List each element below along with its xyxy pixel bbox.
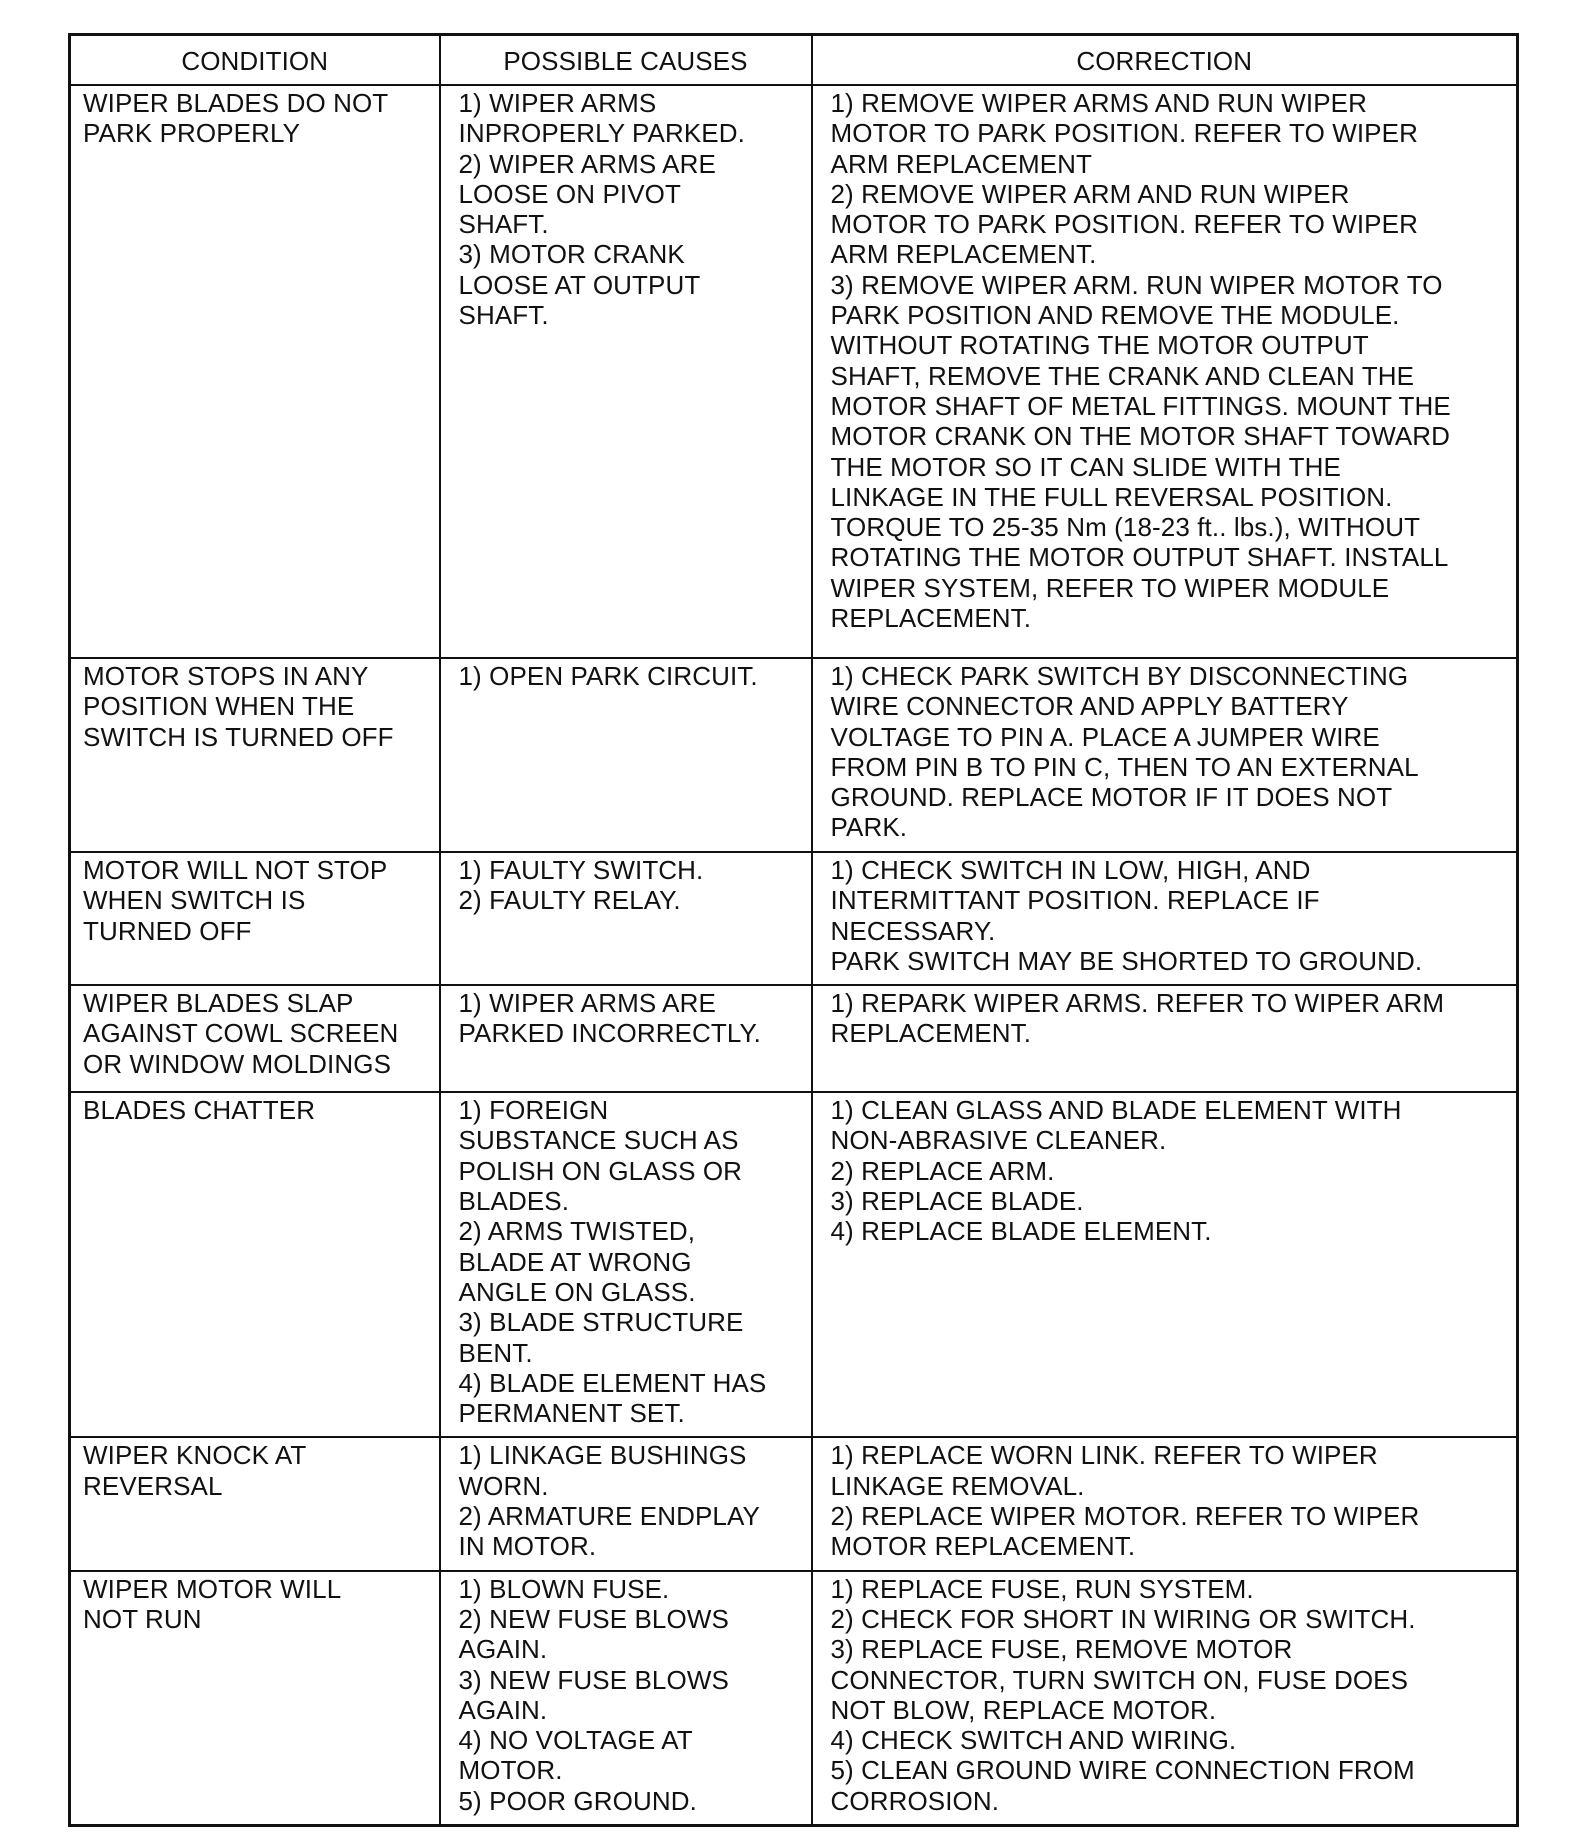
table-row [70,985,1518,1092]
condition-cell: WIPER BLADES SLAP AGAINST COWL SCREEN OR WINDOW MOLDINGS [70,985,440,1092]
causes-cell: 1) FAULTY SWITCH. 2) FAULTY RELAY. [440,852,812,985]
table-row [70,852,1518,985]
condition-cell: MOTOR STOPS IN ANY POSITION WHEN THE SWITCH IS TURNED OFF [70,658,440,852]
correction-cell: 1) CLEAN GLASS AND BLADE ELEMENT WITH NON-ABRASIVE CLEANER. 2) REPLACE ARM. 3) REPLACE BLADE. 4) REPLACE BLADE ELEMENT. [812,1092,1518,1437]
causes-cell: 1) WIPER ARMS INPROPERLY PARKED. 2) WIPER ARMS ARE LOOSE ON PIVOT SHAFT. 3) MOTOR CRANK LOOSE AT OUTPUT SHAFT. [440,85,812,658]
correction-cell: 1) CHECK PARK SWITCH BY DISCONNECTING WIRE CONNECTOR AND APPLY BATTERY VOLTAGE TO PIN A. PLACE A JUMPER WIRE FROM PIN B TO PIN C, THEN TO AN EXTERNAL GROUND. REPLACE MOTOR IF IT DOES NOT PARK. [812,658,1518,852]
diagnosis-table [68,33,1519,1827]
table-header [70,35,1518,86]
condition-cell: WIPER MOTOR WILL NOT RUN [70,1571,440,1826]
table-row [70,1571,1518,1826]
condition-cell: WIPER BLADES DO NOT PARK PROPERLY [70,85,440,658]
header-possible-causes: POSSIBLE CAUSES [440,35,812,86]
table-row [70,1092,1518,1437]
causes-cell: 1) OPEN PARK CIRCUIT. [440,658,812,852]
causes-cell: 1) LINKAGE BUSHINGS WORN. 2) ARMATURE ENDPLAY IN MOTOR. [440,1437,812,1570]
header-condition: CONDITION [70,35,440,86]
causes-cell: 1) WIPER ARMS ARE PARKED INCORRECTLY. [440,985,812,1092]
condition-cell: BLADES CHATTER [70,1092,440,1437]
table-row [70,1437,1518,1570]
header-correction: CORRECTION [812,35,1518,86]
causes-cell: 1) FOREIGN SUBSTANCE SUCH AS POLISH ON GLASS OR BLADES. 2) ARMS TWISTED, BLADE AT WRONG ANGLE ON GLASS. 3) BLADE STRUCTURE BENT. 4) BLADE ELEMENT HAS PERMANENT SET. [440,1092,812,1437]
table-row [70,85,1518,658]
table-row [70,658,1518,852]
condition-cell: WIPER KNOCK AT REVERSAL [70,1437,440,1570]
table-body [70,85,1518,1826]
correction-cell: 1) REMOVE WIPER ARMS AND RUN WIPER MOTOR TO PARK POSITION. REFER TO WIPER ARM REPLACEMENT 2) REMOVE WIPER ARM AND RUN WIPER MOTOR TO PARK POSITION. REFER TO WIPER ARM REPLACEMENT. 3) REMOVE WIPER ARM. RUN WIPER MOTOR TO PARK POSITION AND REMOVE THE MODULE. WITHOUT ROTATING THE MOTOR OUTPUT SHAFT, REMOVE THE CRANK AND CLEAN THE MOTOR SHAFT OF METAL FITTINGS. MOUNT THE MOTOR CRANK ON THE MOTOR SHAFT TOWARD THE MOTOR SO IT CAN SLIDE WITH THE LINKAGE IN THE FULL REVERSAL POSITION. TORQUE TO 25-35 Nm (18-23 ft.. lbs.), WITHOUT ROTATING THE MOTOR OUTPUT SHAFT. INSTALL WIPER SYSTEM, REFER TO WIPER MODULE REPLACEMENT. [812,85,1518,658]
correction-cell: 1) CHECK SWITCH IN LOW, HIGH, AND INTERMITTANT POSITION. REPLACE IF NECESSARY. PARK SWITCH MAY BE SHORTED TO GROUND. [812,852,1518,985]
condition-cell: MOTOR WILL NOT STOP WHEN SWITCH IS TURNED OFF [70,852,440,985]
correction-cell: 1) REPARK WIPER ARMS. REFER TO WIPER ARM REPLACEMENT. [812,985,1518,1092]
correction-cell: 1) REPLACE WORN LINK. REFER TO WIPER LINKAGE REMOVAL. 2) REPLACE WIPER MOTOR. REFER TO WIPER MOTOR REPLACEMENT. [812,1437,1518,1570]
correction-cell: 1) REPLACE FUSE, RUN SYSTEM. 2) CHECK FOR SHORT IN WIRING OR SWITCH. 3) REPLACE FUSE, REMOVE MOTOR CONNECTOR, TURN SWITCH ON, FUSE DOES NOT BLOW, REPLACE MOTOR. 4) CHECK SWITCH AND WIRING. 5) CLEAN GROUND WIRE CONNECTION FROM CORROSION. [812,1571,1518,1826]
causes-cell: 1) BLOWN FUSE. 2) NEW FUSE BLOWS AGAIN. 3) NEW FUSE BLOWS AGAIN. 4) NO VOLTAGE AT MOTOR. 5) POOR GROUND. [440,1571,812,1826]
header-row [70,35,1518,86]
